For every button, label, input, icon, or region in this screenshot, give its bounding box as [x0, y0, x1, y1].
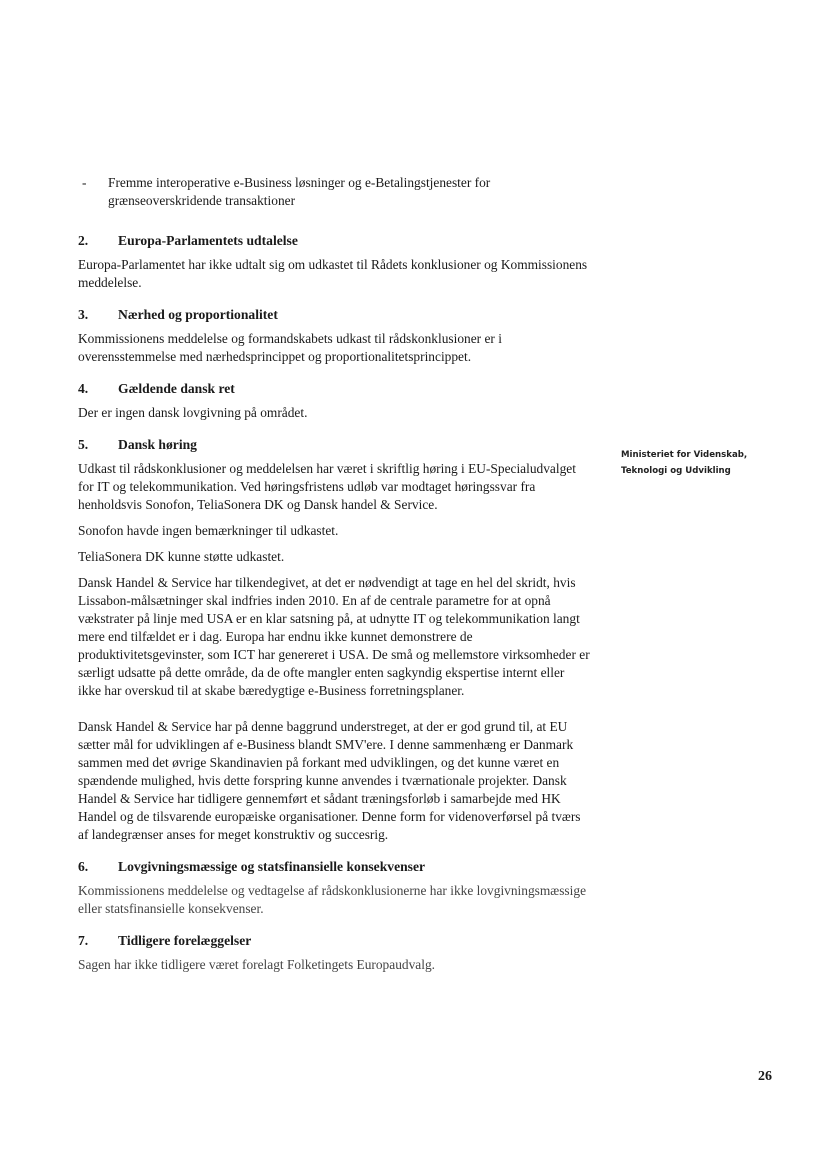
section-number: 6.: [78, 859, 89, 874]
section-title: Tidligere forelæggelser: [118, 933, 252, 948]
paragraph: Europa-Parlamentet har ikke udtalt sig om udkastet til Rådets konklusioner og Kommissionens meddelelse.: [78, 257, 588, 290]
section-heading: [78, 306, 590, 324]
paragraph: Sagen har ikke tidligere været forelagt Folketingets Europaudvalg.: [78, 957, 435, 972]
section-heading: [78, 932, 590, 950]
section-title: Lovgivningsmæssige og statsfinansielle konsekvenser: [118, 859, 426, 874]
paragraph: Dansk Handel & Service har tilkendegivet, at det er nødvendigt at tage en hel del skridt, hvis Lissabon-målsætninger skal indfries inden 2010. En af de centrale parametre for at opnå vækstrater på linje med USA er en klar satsning på, at udnytte IT og telekommunikation langt mere end tilfældet er i dag. Europa har endnu ikke kunnet demonstrere de produktivitetsgevinster, som ICT har genereret i USA. De små og mellemstore virksomheder er særligt udsatte på dette område, da de ofte mangler enten sagkyndig ekspertise internt eller ikke har overskud til at skabe bæredygtige e-Business forretningsplaner.: [78, 575, 590, 698]
section-title: Europa-Parlamentets udtalelse: [118, 233, 298, 248]
section-3: [78, 306, 590, 366]
margin-note-line: Ministeriet for Videnskab,: [621, 450, 748, 460]
section-heading: [78, 858, 590, 876]
section-number: 4.: [78, 381, 89, 396]
section-2: [78, 232, 590, 292]
paragraph: Kommissionens meddelelse og vedtagelse af rådskonklusionerne har ikke lovgivningsmæssige eller statsfinansielle konsekvenser.: [78, 883, 587, 916]
bullet-text: Fremme interoperative e-Business løsninger og e-Betalingstjenester for grænseoverskridende transaktioner: [108, 175, 491, 208]
ministry-margin-note: [621, 447, 801, 479]
section-heading: [78, 380, 590, 398]
section-title: Gældende dansk ret: [118, 381, 235, 396]
section-heading: [78, 436, 590, 454]
paragraph: Sonofon havde ingen bemærkninger til udkastet.: [78, 523, 339, 538]
section-heading: [78, 232, 590, 250]
paragraph: Der er ingen dansk lovgivning på området.: [78, 405, 308, 420]
paragraph: Dansk Handel & Service har på denne baggrund understreget, at der er god grund til, at EU sætter mål for udviklingen af e-Business blandt SMV'ere. I denne sammenhæng er Danmark sammen med det øvrige Skandinavien på forkant med udviklingen, og det kunne været en spændende mulighed, hvis dette forspring kunne anvendes i tværnationale projekter. Dansk Handel & Service har tidligere gennemført et sådant træningsforløb i samarbejde med HK Handel og de tilsvarende europæiske organisationer. Denne form for videnoverførsel på tværs af landegrænser anses for meget konstruktiv og succesrig.: [78, 719, 581, 842]
section-number: 7.: [78, 933, 89, 948]
section-title: Dansk høring: [118, 437, 197, 452]
section-number: 3.: [78, 307, 89, 322]
bullet-dash: -: [82, 175, 87, 190]
section-number: 2.: [78, 233, 89, 248]
section-title: Nærhed og proportionalitet: [118, 307, 278, 322]
section-4: [78, 380, 590, 422]
section-5: [78, 436, 590, 844]
margin-note-line: Teknologi og Udvikling: [621, 466, 731, 476]
page-number: 26: [758, 1069, 772, 1084]
section-7: [78, 932, 590, 974]
main-text-column: [78, 174, 590, 988]
paragraph: Kommissionens meddelelse og formandskabets udkast til rådskonklusioner er i overensstemmelse med nærhedsprincippet og proportionalitetsprincippet.: [78, 331, 502, 364]
section-number: 5.: [78, 437, 89, 452]
paragraph: TeliaSonera DK kunne støtte udkastet.: [78, 549, 285, 564]
bullet-item: [82, 174, 590, 210]
section-6: [78, 858, 590, 918]
paragraph: Udkast til rådskonklusioner og meddelelsen har været i skriftlig høring i EU-Specialudvalget for IT og telekommunikation. Ved høringsfristens udløb var modtaget høringssvar fra henholdsvis Sonofon, TeliaSonera DK og Dansk handel & Service.: [78, 461, 576, 512]
